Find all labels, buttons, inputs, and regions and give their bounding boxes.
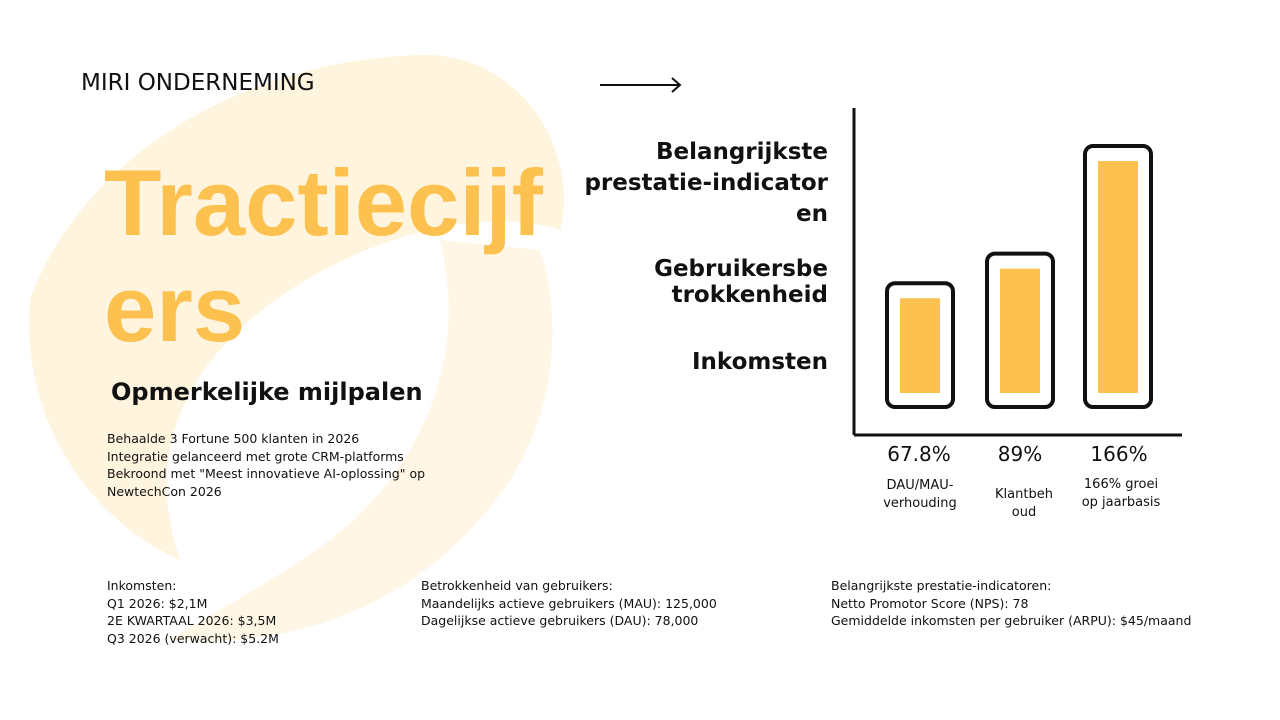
company-name: MIRI ONDERNEMING [81,70,315,96]
kpi-line: Netto Promotor Score (NPS): 78 [831,595,1029,611]
engagement-block [421,577,717,630]
chart-category-label: Belangrijkste prestatie-indicator en [584,139,828,227]
bar [1000,269,1040,393]
milestone-item: Bekroond met "Meest innovatieve AI-oplossing" op NewtechCon 2026 [107,466,426,499]
revenue-block [107,577,279,647]
bar [1098,161,1138,393]
revenue-heading: Inkomsten: [107,578,177,593]
milestones-list [107,430,447,500]
arrow-right-icon [600,76,684,94]
kpi-heading: Belangrijkste prestatie-indicatoren: [831,578,1052,593]
bar-value-label: 166% [1090,442,1148,466]
revenue-line: Q1 2026: $2,1M [107,595,208,611]
engagement-line: Dagelijkse actieve gebruikers (DAU): 78,000 [421,613,699,628]
chart-category-label: Inkomsten [691,349,828,375]
milestones-heading: Opmerkelijke mijlpalen [111,378,423,406]
bar-caption: 166% groei op jaarbasis [1081,477,1161,510]
bar-value-label: 67.8% [887,442,951,466]
kpi-line: Gemiddelde inkomsten per gebruiker (ARPU): $45/maand [831,613,1192,628]
revenue-line: 2E KWARTAAL 2026: $3,5M [107,613,277,628]
milestone-item: Behaalde 3 Fortune 500 klanten in 2026 [107,431,360,446]
bar-caption: Klantbeh oud [995,487,1053,520]
revenue-line: Q3 2026 (verwacht): $5.2M [107,630,279,646]
page-title: Tractiecijfers [104,150,543,361]
kpi-block [831,577,1191,630]
bar-value-label: 89% [997,442,1043,466]
engagement-line: Maandelijks actieve gebruikers (MAU): 125,000 [421,595,717,611]
bar-chart [840,100,1200,450]
milestone-item: Integratie gelanceerd met grote CRM-platforms [107,448,404,464]
bar [900,298,940,393]
chart-category-label: Gebruikersbe trokkenheid [654,256,828,308]
bar-caption: DAU/MAU-verhouding [883,478,957,511]
engagement-heading: Betrokkenheid van gebruikers: [421,578,613,593]
